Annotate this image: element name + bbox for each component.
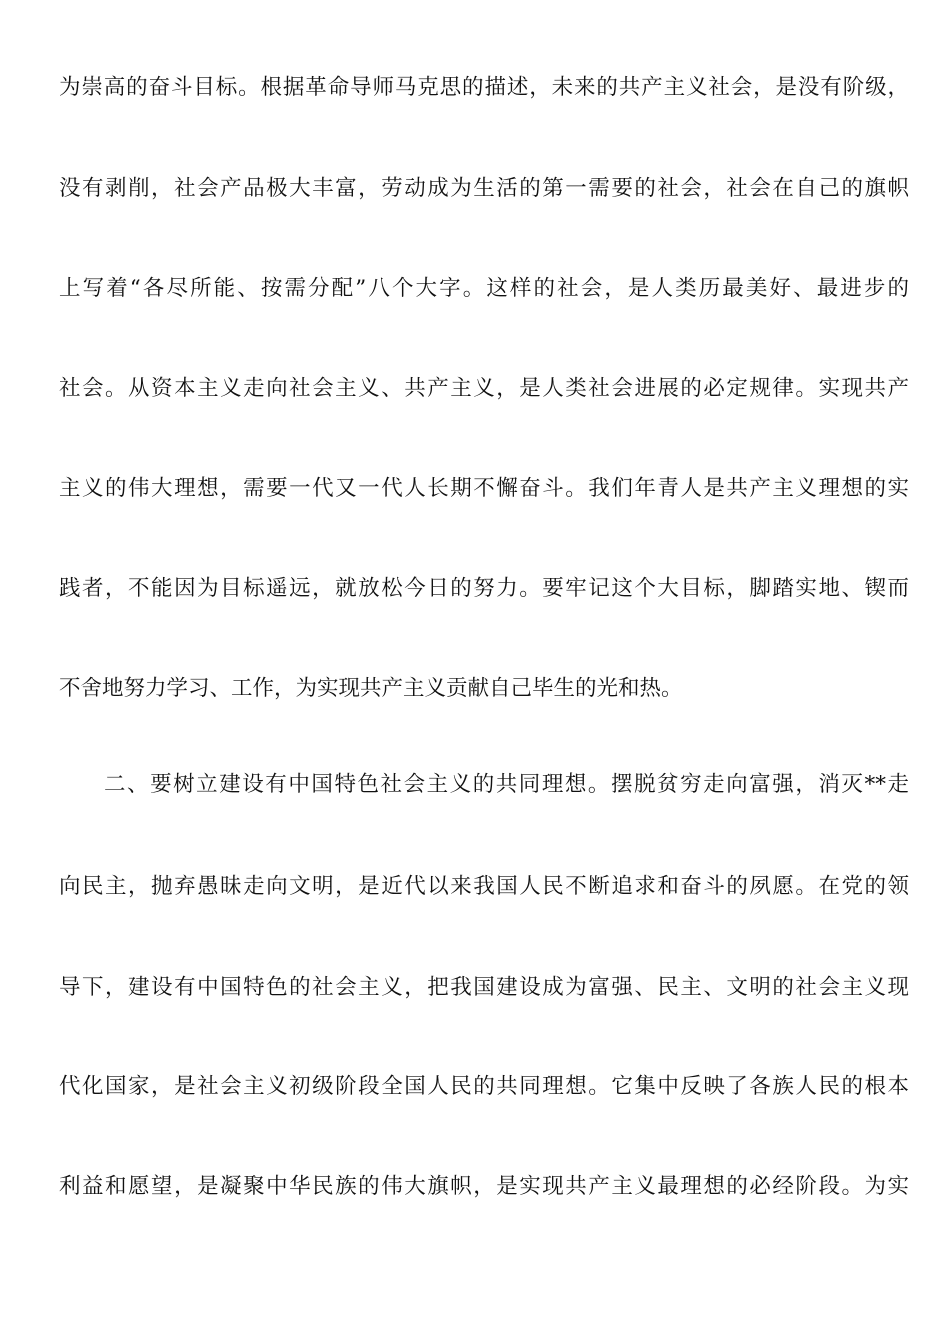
- paragraph-line-4: 社会。从资本主义走向社会主义、共产主义，是人类社会进展的必定规律。实现共产: [59, 376, 909, 401]
- paragraph-line-6: 践者，不能因为目标遥远，就放松今日的努力。要牢记这个大目标，脚踏实地、锲而: [59, 576, 909, 601]
- paragraph-line-1: 为崇高的奋斗目标。根据革命导师马克思的描述，未来的共产主义社会，是没有阶级，: [59, 75, 909, 100]
- section-two-heading-line: 二、要树立建设有中国特色社会主义的共同理想。摆脱贫穷走向富强，消灭**走: [104, 772, 909, 797]
- paragraph-line-7: 不舍地努力学习、工作，为实现共产主义贡献自己毕生的光和热。: [59, 676, 683, 701]
- paragraph-line-2: 没有剥削，社会产品极大丰富，劳动成为生活的第一需要的社会，社会在自己的旗帜: [59, 176, 909, 201]
- paragraph-line-5: 主义的伟大理想，需要一代又一代人长期不懈奋斗。我们年青人是共产主义理想的实: [59, 476, 909, 501]
- paragraph-line-12: 利益和愿望，是凝聚中华民族的伟大旗帜，是实现共产主义最理想的必经阶段。为实: [59, 1174, 909, 1199]
- paragraph-line-11: 代化国家，是社会主义初级阶段全国人民的共同理想。它集中反映了各族人民的根本: [59, 1074, 909, 1099]
- paragraph-line-9: 向民主，抛弃愚昧走向文明，是近代以来我国人民不断追求和奋斗的夙愿。在党的领: [59, 874, 909, 899]
- paragraph-line-10: 导下，建设有中国特色的社会主义，把我国建设成为富强、民主、文明的社会主义现: [59, 975, 909, 1000]
- paragraph-line-3: 上写着“各尽所能、按需分配”八个大字。这样的社会，是人类历最美好、最进步的: [59, 276, 909, 301]
